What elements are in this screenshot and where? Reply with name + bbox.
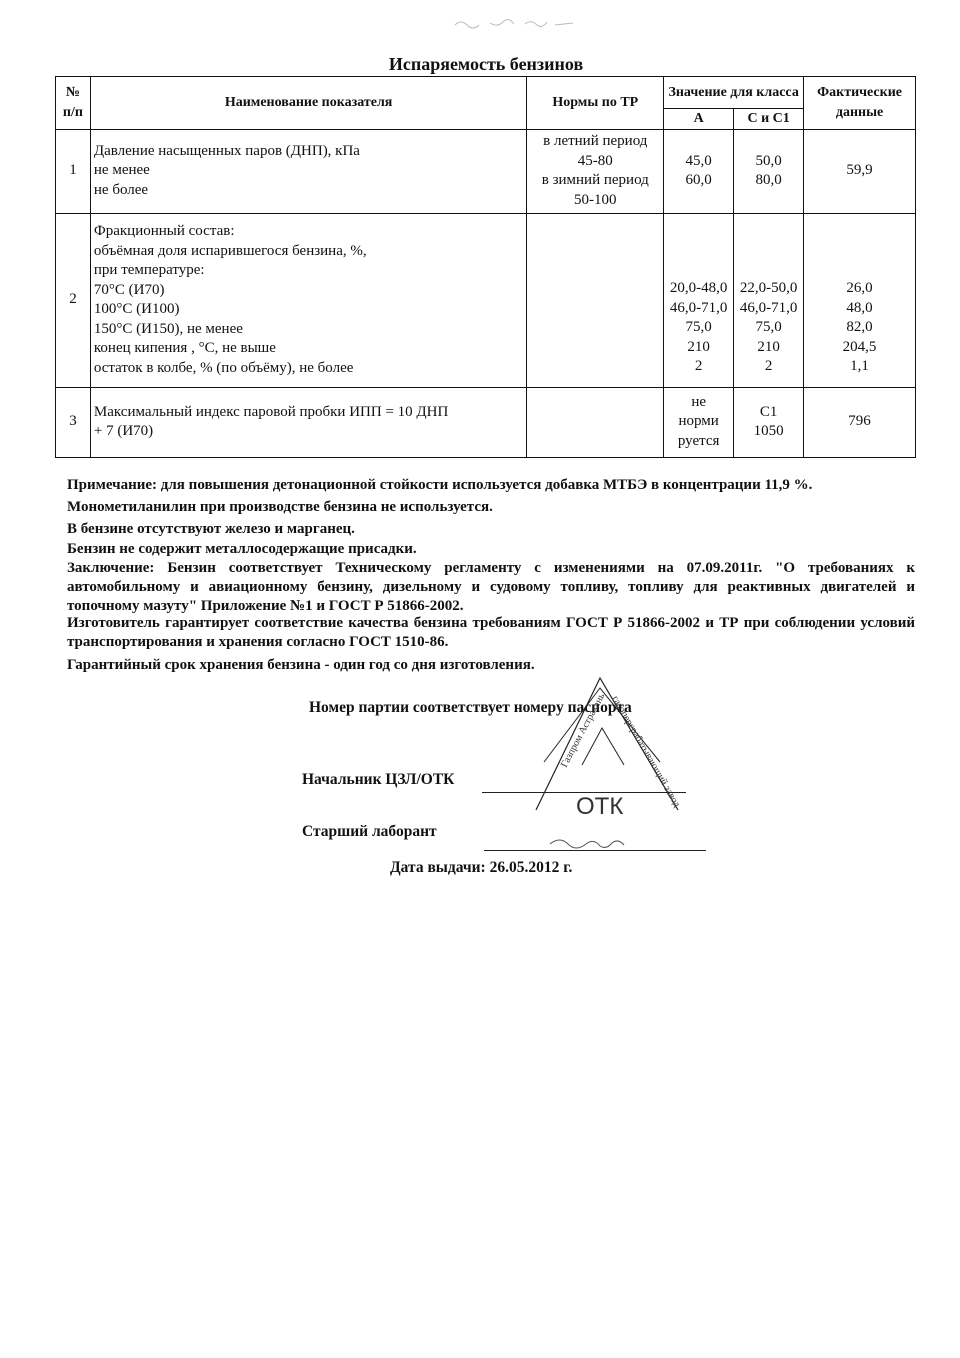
note-conclusion: Заключение: Бензин соответствует Техническому регламенту с изменениями на 07.09.2011г. "О требованиях к автомобильному и авиационному бензину, дизельному и судовому топливу, топливу для реактивных двигателей и топочному мазуту" Приложение №1 и ГОСТ Р 51866-2002. bbox=[67, 560, 915, 614]
row-class-c-line: 46,0-71,0 bbox=[739, 299, 798, 316]
stamp-right-text: газоперерабатывающий завод bbox=[609, 694, 683, 810]
lab-label: Старший лаборант bbox=[302, 823, 437, 840]
header-value-group: Значение для класса bbox=[664, 77, 804, 109]
issue-date: Дата выдачи: 26.05.2012 г. bbox=[390, 859, 573, 876]
row-class-c-line: 1050 bbox=[753, 423, 784, 439]
row-name-line: не менее bbox=[93, 162, 150, 179]
row-name-line: конец кипения , °С, не выше bbox=[93, 340, 276, 356]
row-num: 3 bbox=[56, 387, 91, 457]
row-name-line: остаток в колбе, % (по объёму), не более bbox=[93, 359, 354, 376]
spec-table-body bbox=[56, 129, 916, 457]
row-class-c-line: 80,0 bbox=[755, 172, 782, 188]
row-class-c bbox=[734, 213, 804, 387]
row-name-line: 150°С (И150), не менее bbox=[93, 320, 243, 337]
row-class-c-line: 210 bbox=[757, 338, 780, 355]
row-class-a-line: не bbox=[691, 393, 706, 410]
row-class-c bbox=[734, 129, 804, 213]
top-scribble bbox=[450, 16, 580, 30]
row-norms-line: 45-80 bbox=[577, 152, 613, 169]
row-name bbox=[90, 213, 526, 387]
row-num: 2 bbox=[56, 213, 91, 387]
row-actual-line: 1,1 bbox=[850, 358, 869, 375]
header-num: № п/п bbox=[56, 77, 91, 130]
row-name-line: + 7 (И70) bbox=[93, 423, 154, 439]
lab-signature-line bbox=[484, 850, 706, 851]
chief-signature-line bbox=[482, 792, 686, 793]
row-class-a-line: 60,0 bbox=[685, 172, 712, 188]
row-actual-line: 48,0 bbox=[846, 299, 873, 316]
table-row bbox=[56, 129, 916, 213]
row-class-c-line: 50,0 bbox=[755, 152, 782, 169]
row-class-a bbox=[664, 129, 734, 213]
row-norms-line: в зимний период bbox=[541, 172, 649, 188]
header-actual: Фактические данные bbox=[804, 77, 916, 130]
row-actual-line: 26,0 bbox=[846, 280, 873, 297]
spec-table bbox=[55, 76, 916, 458]
row-actual-line: 82,0 bbox=[846, 319, 873, 336]
row-class-c bbox=[734, 387, 804, 457]
row-norms bbox=[527, 129, 664, 213]
row-name-line: 70°С (И70) bbox=[93, 281, 165, 298]
batch-note: Номер партии соответствует номеру паспорта bbox=[309, 699, 632, 716]
row-class-a-line: 45,0 bbox=[685, 152, 712, 169]
header-class-a: А bbox=[664, 109, 734, 130]
row-norms bbox=[527, 387, 664, 457]
stamp-left-text: Газпром Астрахань bbox=[558, 691, 608, 770]
note-shelf-life: Гарантийный срок хранения бензина - один год со дня изготовления. bbox=[67, 657, 535, 673]
note-iron-manganese: В бензине отсутствуют железо и марганец. bbox=[67, 521, 355, 537]
row-name-line: Давление насыщенных паров (ДНП), кПа bbox=[93, 142, 360, 159]
table-row bbox=[56, 213, 916, 387]
row-class-a-line: 210 bbox=[687, 338, 710, 355]
note-mma: Монометиланилин при производстве бензина не используется. bbox=[67, 499, 493, 515]
row-actual-line: 796 bbox=[848, 413, 871, 430]
note-mtbe: Примечание: для повышения детонационной стойкости используется добавка МТБЭ в концентрации 11,9 %. bbox=[67, 477, 813, 493]
row-class-a-line: 20,0-48,0 bbox=[669, 280, 728, 297]
otk-stamp bbox=[500, 670, 690, 820]
note-guarantee: Изготовитель гарантирует соответствие качества бензина требованиям ГОСТ Р 51866-2002 и ТР при соблюдении условий транспортирования и хранения согласно ГОСТ 1510-86. bbox=[67, 615, 915, 650]
row-actual bbox=[804, 129, 916, 213]
document-title: Испаряемость бензинов bbox=[388, 54, 584, 74]
row-name-line: не более bbox=[93, 181, 149, 198]
row-class-a bbox=[664, 387, 734, 457]
header-norms: Нормы по ТР bbox=[527, 77, 664, 130]
chief-label: Начальник ЦЗЛ/ОТК bbox=[302, 771, 455, 788]
row-name bbox=[90, 387, 526, 457]
row-num: 1 bbox=[56, 129, 91, 213]
row-class-a bbox=[664, 213, 734, 387]
row-actual bbox=[804, 213, 916, 387]
row-class-a-line: норми bbox=[678, 413, 719, 430]
row-class-a-line: руется bbox=[677, 432, 720, 449]
stamp-otk-text: ОТК bbox=[576, 793, 624, 820]
row-class-c-line: 75,0 bbox=[755, 319, 782, 336]
row-class-c-line: С1 bbox=[759, 403, 778, 420]
row-norms-line: 50-100 bbox=[574, 191, 617, 208]
table-row bbox=[56, 387, 916, 457]
row-class-a-line: 75,0 bbox=[685, 319, 712, 336]
row-name-line: объёмная доля испарившегося бензина, %, bbox=[93, 242, 367, 259]
row-norms bbox=[527, 213, 664, 387]
row-class-a-line: 2 bbox=[694, 358, 703, 375]
row-class-a-line: 46,0-71,0 bbox=[669, 299, 728, 316]
header-class-c: С и С1 bbox=[734, 109, 804, 130]
row-name bbox=[90, 129, 526, 213]
lab-signature bbox=[548, 834, 648, 850]
row-actual-line: 59,9 bbox=[846, 162, 873, 179]
row-class-c-line: 2 bbox=[764, 358, 773, 375]
row-norms-line: в летний период bbox=[543, 133, 648, 149]
row-name-line: 100°С (И100) bbox=[93, 301, 180, 317]
header-name: Наименование показателя bbox=[90, 77, 526, 130]
row-actual bbox=[804, 387, 916, 457]
row-name-line: при температуре: bbox=[93, 262, 205, 278]
note-metal-additives: Бензин не содержит металлосодержащие присадки. bbox=[67, 541, 417, 557]
row-name-line: Максимальный индекс паровой пробки ИПП = 10 ДНП bbox=[93, 403, 449, 420]
row-name-line: Фракционный состав: bbox=[93, 223, 235, 239]
row-actual-line: 204,5 bbox=[842, 338, 877, 355]
row-class-c-line: 22,0-50,0 bbox=[739, 280, 798, 297]
